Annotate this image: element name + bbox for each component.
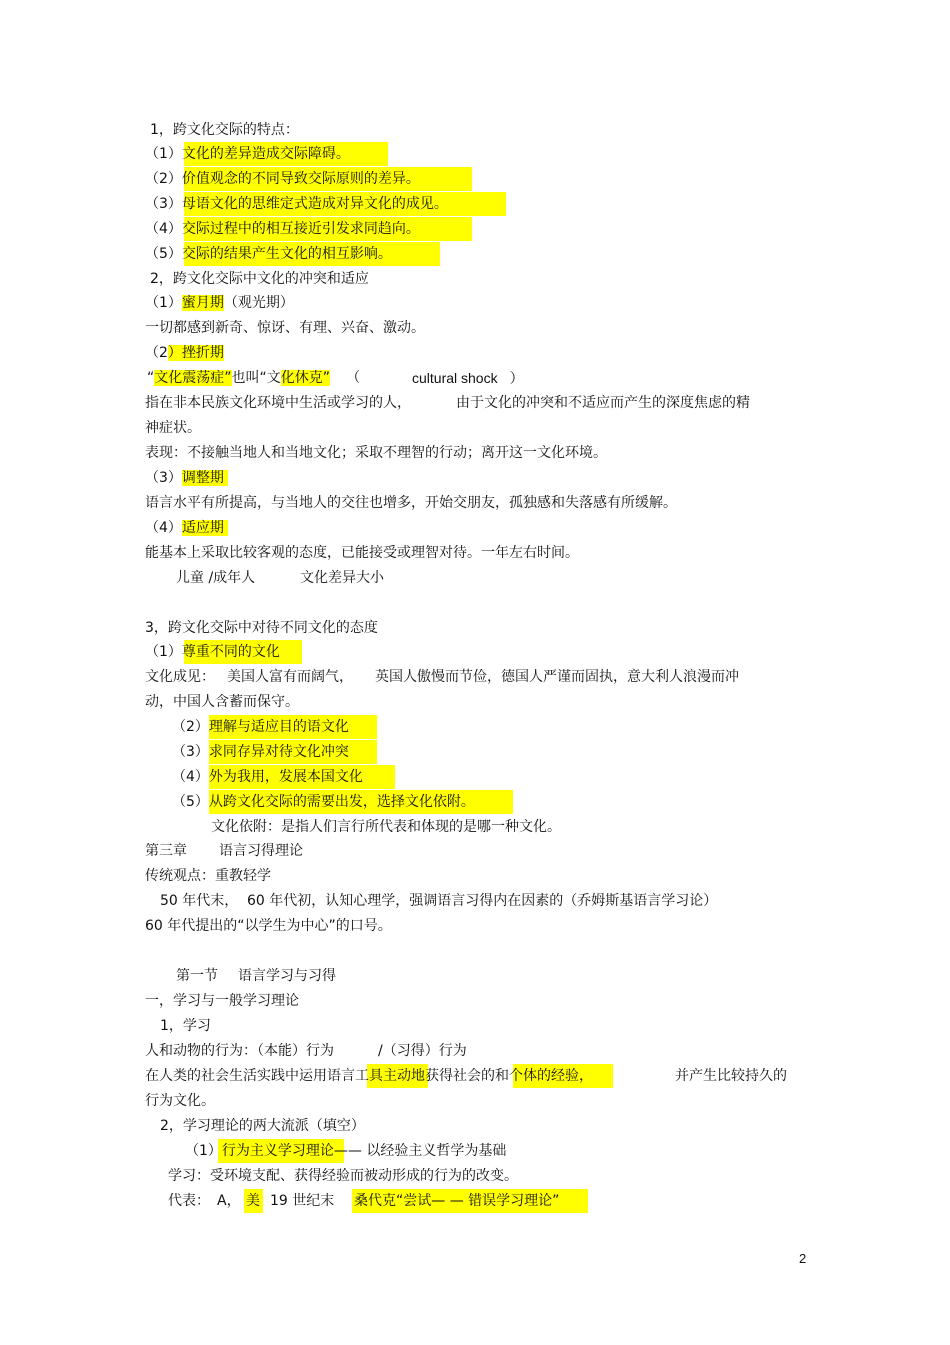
learning-definition-c: 行为文化。 (145, 1093, 215, 1109)
behavior-a: 人和动物的行为：（本能）行为 (145, 1043, 334, 1059)
attitude-5: （5）从跨文化交际的需要出发，选择文化依附。 (172, 794, 475, 810)
era-a: 50 年代末， (160, 893, 239, 909)
attitude-1: （1）尊重不同的文化 (145, 644, 280, 660)
stage-honeymoon: （1）蜜月期（观光期） (145, 295, 294, 311)
frustration-symptoms: 表现：不接触当地人和当地文化；采取不理智的行动；离开这一文化环境。 (145, 445, 607, 461)
culture-shock-english: cultural shock ） (412, 370, 524, 386)
chapter-label: 第三章 (145, 843, 187, 859)
list-item-5: （5）交际的结果产生文化的相互影响。 (145, 246, 392, 262)
prejudice-b: 美国人富有而阔气， (227, 669, 353, 685)
heading-one: 一，学习与一般学习理论 (145, 993, 299, 1009)
section-label: 第一节 (176, 968, 218, 984)
representative-label: 代表： (168, 1193, 210, 1209)
stage-adjustment-desc: 语言水平有所提高，与当地人的交往也增多，开始交朋友，孤独感和失落感有所缓解。 (145, 495, 677, 511)
section-3-title: 3，跨文化交际中对待不同文化的态度 (145, 620, 378, 636)
heading-learning: 1，学习 (160, 1018, 211, 1034)
section-1-title: 1，跨文化交际的特点： (150, 122, 299, 138)
list-item-1: （1）文化的差异造成交际障碍。 (145, 146, 350, 162)
frustration-desc-a: 指在非本民族文化环境中生活或学习的人， (145, 395, 411, 411)
prejudice-d: 动，中国人含蓄而保守。 (145, 694, 299, 710)
list-item-4: （4）交际过程中的相互接近引发求同趋向。 (145, 221, 420, 237)
behavior-b: /（习得）行为 (378, 1043, 467, 1059)
prejudice-a: 文化成见： (145, 669, 215, 685)
page-number: 2 (799, 1251, 807, 1266)
prejudice-c: 英国人傲慢而节俭，德国人严谨而固执，意大利人浪漫而冲 (375, 669, 739, 685)
attitude-4: （4）外为我用，发展本国文化 (172, 769, 363, 785)
stage-honeymoon-desc: 一切都感到新奇、惊讶、有理、兴奋、激动。 (145, 320, 425, 336)
stage-adjustment: （3）调整期 (145, 467, 228, 489)
heading-schools: 2，学习理论的两大流派（填空） (160, 1118, 365, 1134)
list-item-2: （2）价值观念的不同导致交际原则的差异。 (145, 171, 420, 187)
note-difference: 文化差异大小 (300, 570, 384, 586)
representative-era: 19 世纪末 (270, 1193, 335, 1209)
behaviorism-learning: 学习：受环境支配、获得经验而被动形成的行为的改变。 (168, 1168, 518, 1184)
chapter-title: 语言习得理论 (219, 843, 303, 859)
list-item-3: （3）母语文化的思维定式造成对异文化的成见。 (145, 196, 448, 212)
section-title: 语言学习与习得 (238, 968, 336, 984)
dependence-definition: 文化依附：是指人们言行所代表和体现的是哪一种文化。 (211, 819, 561, 835)
era-b: 60 年代初，认知心理学，强调语言习得内在因素的（乔姆斯基语言学习论） (247, 893, 718, 909)
era-c: 60 年代提出的“以学生为中心”的口号。 (145, 918, 392, 934)
learning-definition-a: 在人类的社会生活实践中运用语言工具主动地获得社会的和个体的经验， (145, 1068, 593, 1084)
section-2-title: 2，跨文化交际中文化的冲突和适应 (150, 271, 369, 287)
stage-adaptation: （4）适应期 (145, 517, 228, 539)
frustration-desc-c: 神症状。 (145, 420, 201, 436)
representative-america: 美 (246, 1193, 260, 1209)
attitude-2: （2）理解与适应目的语文化 (172, 719, 349, 735)
traditional-view: 传统观点：重教轻学 (145, 868, 271, 884)
representative-thorndike: 桑代克“尝试— — 错误学习理论” (354, 1193, 560, 1209)
stage-adaptation-desc: 能基本上采取比较客观的态度，已能接受或理智对待。一年左右时间。 (145, 545, 579, 561)
behaviorism: （1）行为主义学习理论—— 以经验主义哲学为基础 (185, 1143, 507, 1159)
stage-frustration: （2）挫折期 (145, 345, 224, 361)
frustration-desc-b: 由于文化的冲突和不适应而产生的深度焦虑的精 (456, 395, 750, 411)
note-age: 儿童 /成年人 (176, 570, 256, 586)
representative-a: A， (217, 1193, 241, 1209)
culture-shock-line: “文化震荡症”也叫“文化休克” （ (147, 370, 361, 386)
attitude-3: （3）求同存异对待文化冲突 (172, 744, 349, 760)
learning-definition-b: 并产生比较持久的 (675, 1068, 787, 1084)
